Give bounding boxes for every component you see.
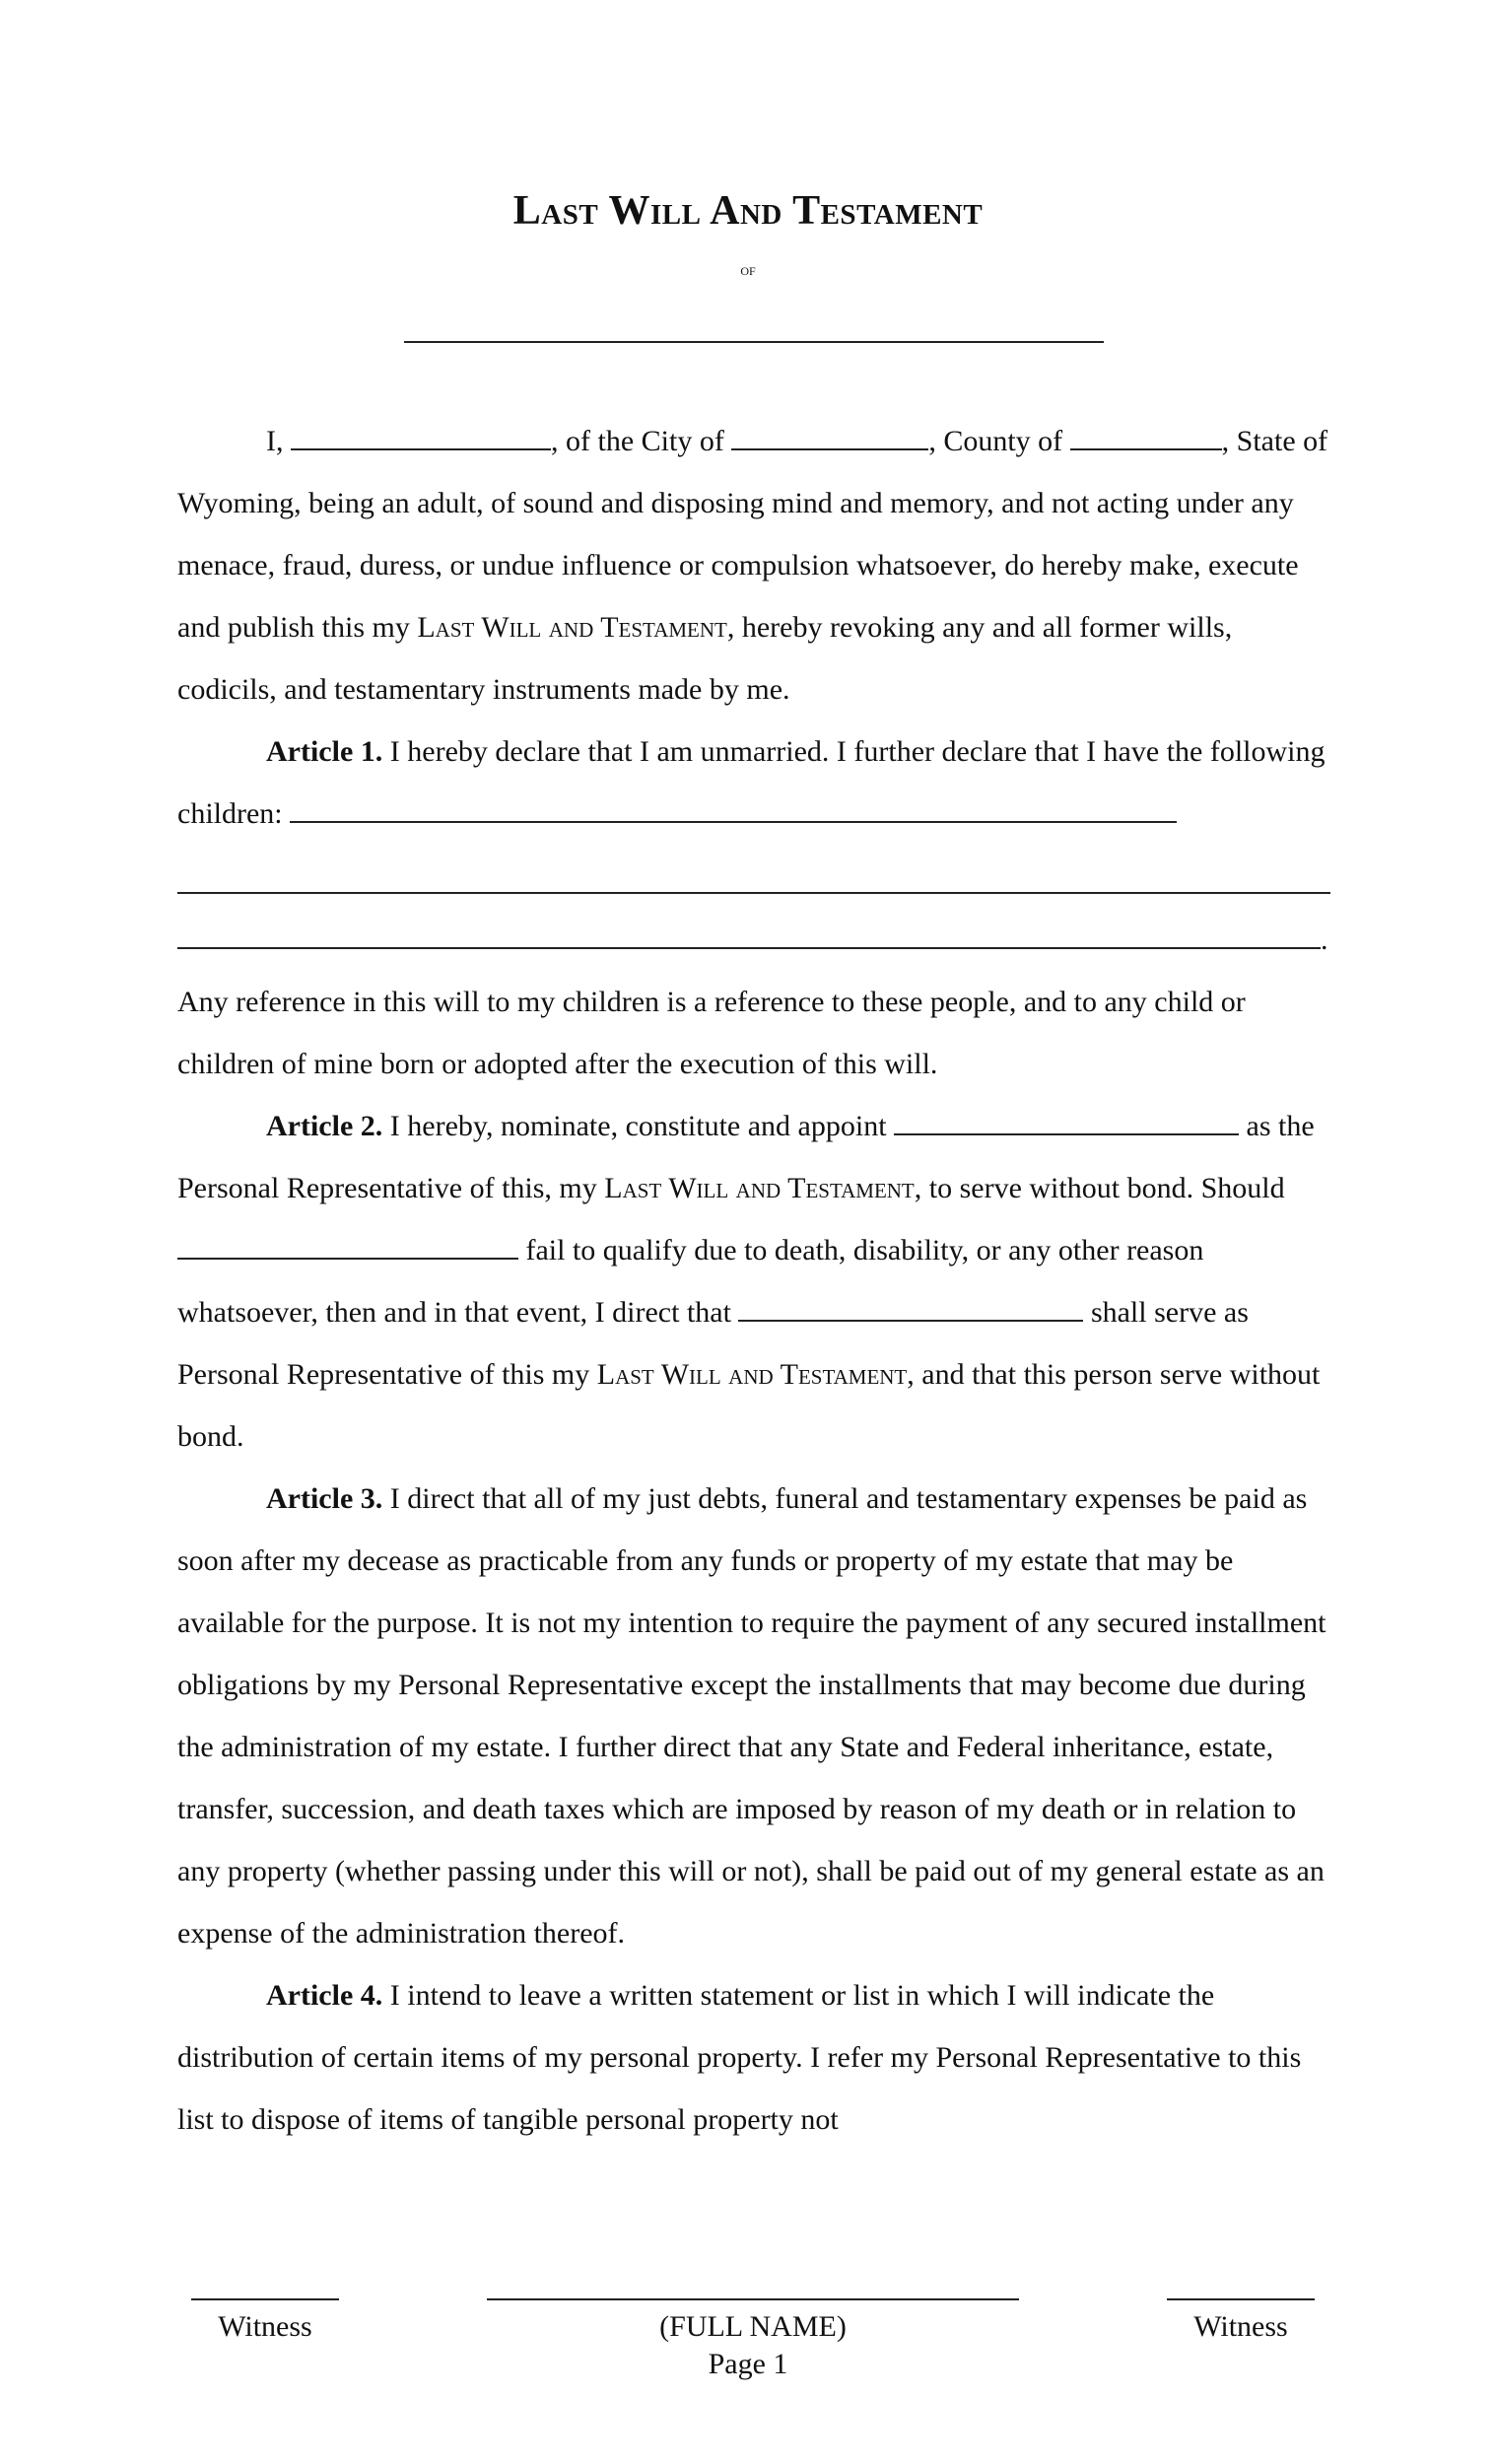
children-blank-3[interactable] — [177, 922, 1321, 949]
of-label: of — [740, 260, 756, 279]
children-period: . — [1321, 924, 1328, 956]
article-3-paragraph — [177, 1468, 1330, 1964]
article-1-after — [177, 971, 1330, 1095]
page-number: Page 1 — [708, 2348, 788, 2380]
county-blank[interactable] — [1070, 423, 1222, 450]
intro-paragraph — [177, 410, 1330, 720]
alternate-representative-blank[interactable] — [738, 1294, 1083, 1322]
witness-left-signature-line[interactable] — [191, 2298, 339, 2300]
article-2-will-name-2: Last Will and Testament — [596, 1358, 908, 1391]
article-1-paragraph — [177, 720, 1330, 845]
full-name-signature-line[interactable] — [487, 2298, 1019, 2300]
article-2-will-name: Last Will and Testament — [604, 1172, 915, 1204]
city-blank[interactable] — [731, 423, 928, 450]
children-blank-1[interactable] — [290, 795, 1177, 823]
intro-city-label: , of the City of — [551, 425, 724, 457]
article-1-label: Article 1. — [266, 735, 383, 768]
intro-tail: , hereby revoking any and all former wills, codicils, and testamentary instruments made by me. — [177, 611, 1233, 706]
intro-rest: of Wyoming, being an adult, of sound and disposing mind and memory, and not acting under any menace, fraud, duress, or undue influence or compulsion whatsoever, do hereby make, execute and publish this my — [177, 425, 1328, 644]
children-blank-3-row — [177, 909, 1330, 971]
article-2-text-5: shall serve as Personal Representative of this my — [177, 1296, 1249, 1391]
article-2-label: Article 2. — [266, 1110, 383, 1142]
name-blank[interactable] — [291, 423, 551, 450]
witness-right-signature-line[interactable] — [1167, 2298, 1315, 2300]
will-body — [177, 410, 1330, 2151]
witness-right-label: Witness — [1193, 2310, 1288, 2343]
article-2-text-6: , and that this person serve without bond. — [177, 1358, 1321, 1453]
article-3-text: I direct that all of my just debts, funeral and testamentary expenses be paid as soon after my decease as practicable from any funds or property of my estate that may be available for the purpose. It is not my intention to require the payment of any secured installment obligations by my Personal Representative except the installments that may become due during the administration of my estate. I further direct that any State and Federal inheritance, estate, transfer, succession, and death taxes which are imposed by reason of my death or in relation to any property (whether passing under this will or not), shall be paid out of my general estate as an expense of the administration thereof. — [177, 1482, 1326, 1950]
full-name-label: (FULL NAME) — [659, 2310, 847, 2343]
children-blank-2[interactable] — [177, 845, 1330, 894]
article-4-paragraph — [177, 1964, 1330, 2151]
article-4-label: Article 4. — [266, 1979, 383, 2012]
article-1-text: I hereby declare that I am unmarried. I further declare that I have the following children: — [177, 735, 1326, 830]
representative-blank[interactable] — [894, 1108, 1239, 1135]
document-title: Last Will And Testament — [512, 188, 984, 234]
article-2-paragraph — [177, 1095, 1330, 1468]
article-1-after-text: Any reference in this will to my children is a reference to these people, and to any child or children of mine born or adopted after the execution of this will. — [177, 986, 1246, 1080]
witness-left-label: Witness — [218, 2310, 312, 2343]
intro-county-label: , County of — [928, 425, 1063, 457]
intro-state-label: , State — [1221, 425, 1296, 457]
article-4-text: I intend to leave a written statement or list in which I will indicate the distribution of certain items of my personal property. I refer my Personal Representative to this list to dispose of items of tangible personal property not — [177, 1979, 1302, 2136]
intro-will-name: Last Will and Testament — [417, 611, 727, 644]
article-2-text-2: as the Personal Representative of this, my — [177, 1110, 1315, 1204]
article-3-label: Article 3. — [266, 1482, 383, 1515]
representative-name-blank[interactable] — [177, 1232, 518, 1260]
testator-name-line[interactable] — [404, 341, 1104, 343]
intro-i: I, — [266, 425, 284, 457]
article-2-text-4: fail to qualify due to death, disability, or any other reason whatsoever, then and in that event, I direct that — [177, 1234, 1204, 1329]
article-2-text-1: I hereby, nominate, constitute and appoint — [389, 1110, 887, 1142]
article-2-text-3: , to serve without bond. Should — [914, 1172, 1285, 1204]
